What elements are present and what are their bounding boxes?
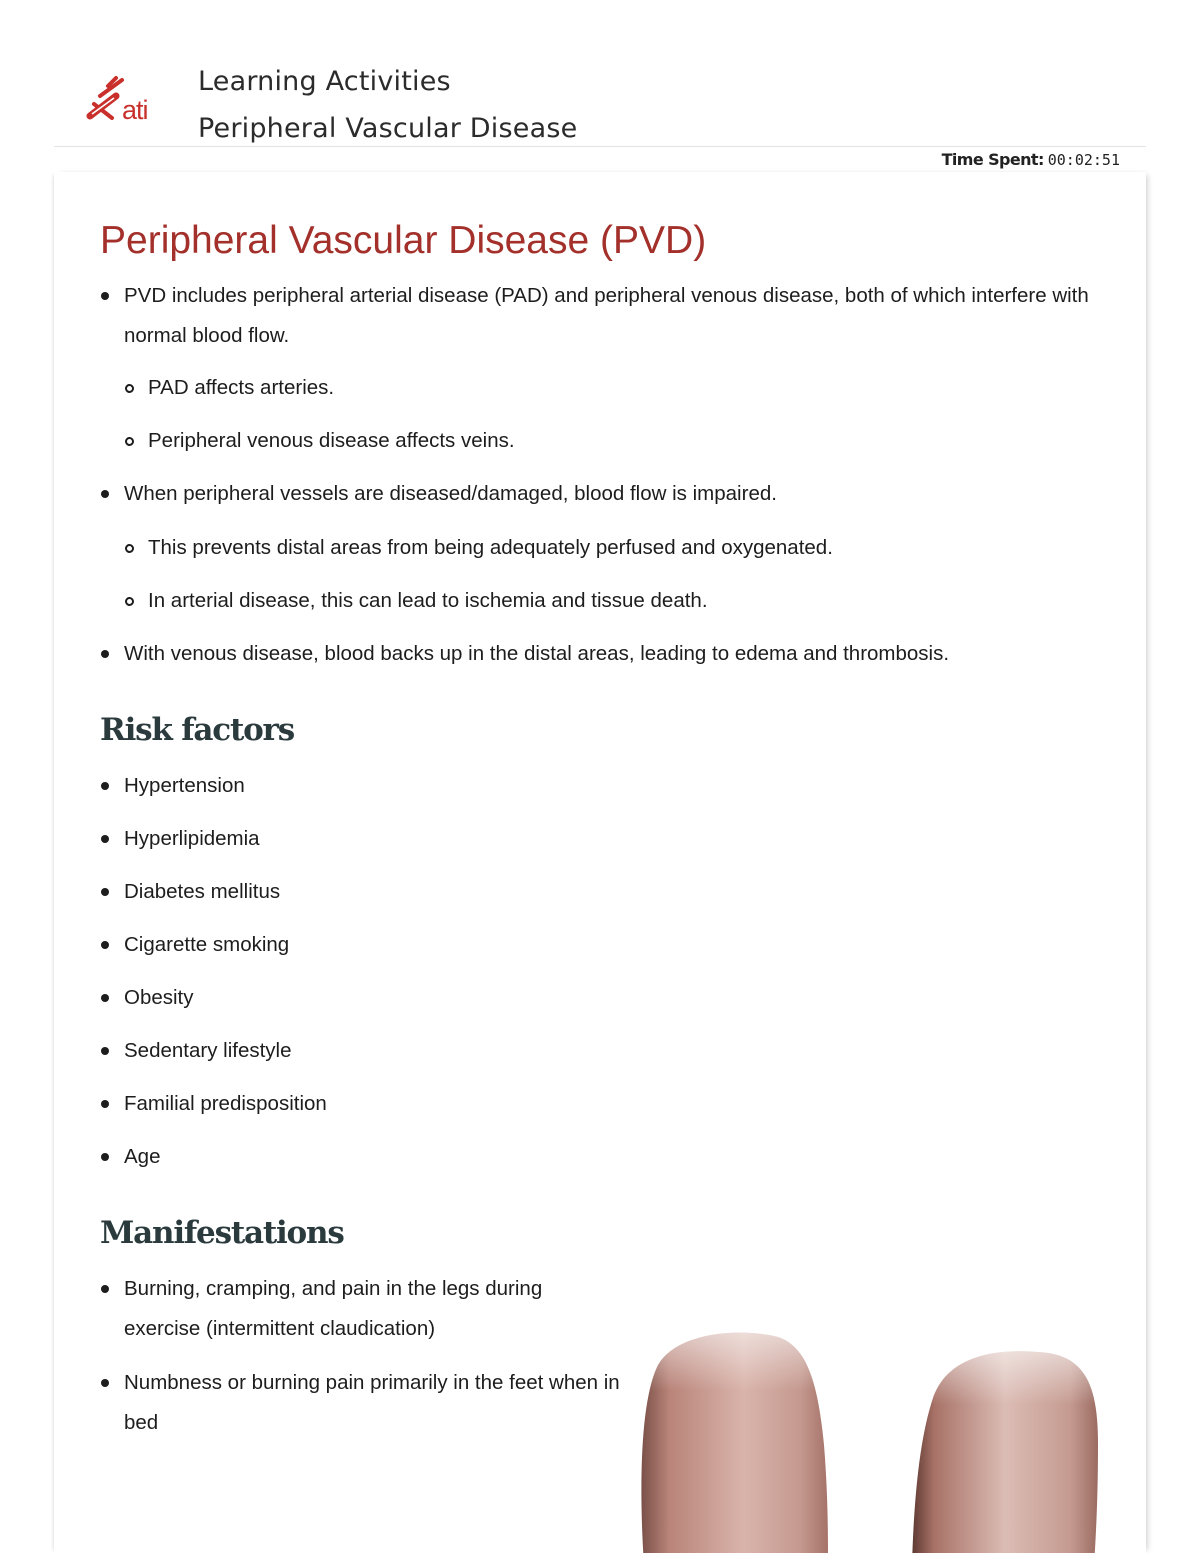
header-divider [54,146,1146,147]
list-item: Hypertension [100,766,1110,806]
list-item: Numbness or burning pain primarily in the feet when in bed [100,1363,620,1443]
list-item: Obesity [100,978,1110,1018]
article-content [100,212,1110,1443]
list-item: Age [100,1137,1110,1177]
risk-factors-list [100,766,1110,1177]
list-item: With venous disease, blood backs up in the distal areas, leading to edema and thrombosis. [100,634,1110,674]
manifestations-list [100,1269,620,1443]
list-item-text: PVD includes peripheral arterial disease (PAD) and peripheral venous disease, both of which interfere with normal blood flow. [124,284,1089,347]
sub-list [124,368,1110,461]
list-item: Sedentary lifestyle [100,1031,1110,1071]
legs-illustration [638,1325,1108,1553]
list-item: Familial predisposition [100,1084,1110,1124]
manifestations-heading: Manifestations [100,1215,344,1251]
list-item [100,276,1110,461]
page-title: Peripheral Vascular Disease (PVD) [100,219,707,262]
header-topic-title: Peripheral Vascular Disease [198,113,578,144]
content-card [54,172,1146,1553]
sub-list-item: In arterial disease, this can lead to ischemia and tissue death. [124,581,1110,621]
sub-list-item: PAD affects arteries. [124,368,1110,408]
sub-list-item: Peripheral venous disease affects veins. [124,421,1110,461]
list-item [100,474,1110,621]
list-item: Diabetes mellitus [100,872,1110,912]
ati-logo [86,72,164,128]
page-header [198,58,577,152]
risk-factors-heading: Risk factors [100,712,294,748]
list-item: Hyperlipidemia [100,819,1110,859]
sub-list [124,528,1110,621]
svg-text:ati: ati [122,95,148,125]
list-item: Cigarette smoking [100,925,1110,965]
time-spent-value: 00:02:51 [1047,151,1120,169]
header-section-title: Learning Activities [198,66,451,97]
time-spent-label: Time Spent: [941,150,1044,169]
list-item-text: When peripheral vessels are diseased/damaged, blood flow is impaired. [124,482,777,505]
list-item: Burning, cramping, and pain in the legs during exercise (intermittent claudication) [100,1269,620,1349]
sub-list-item: This prevents distal areas from being adequately perfused and oxygenated. [124,528,1110,568]
intro-list [100,276,1110,674]
time-spent [942,149,1120,172]
